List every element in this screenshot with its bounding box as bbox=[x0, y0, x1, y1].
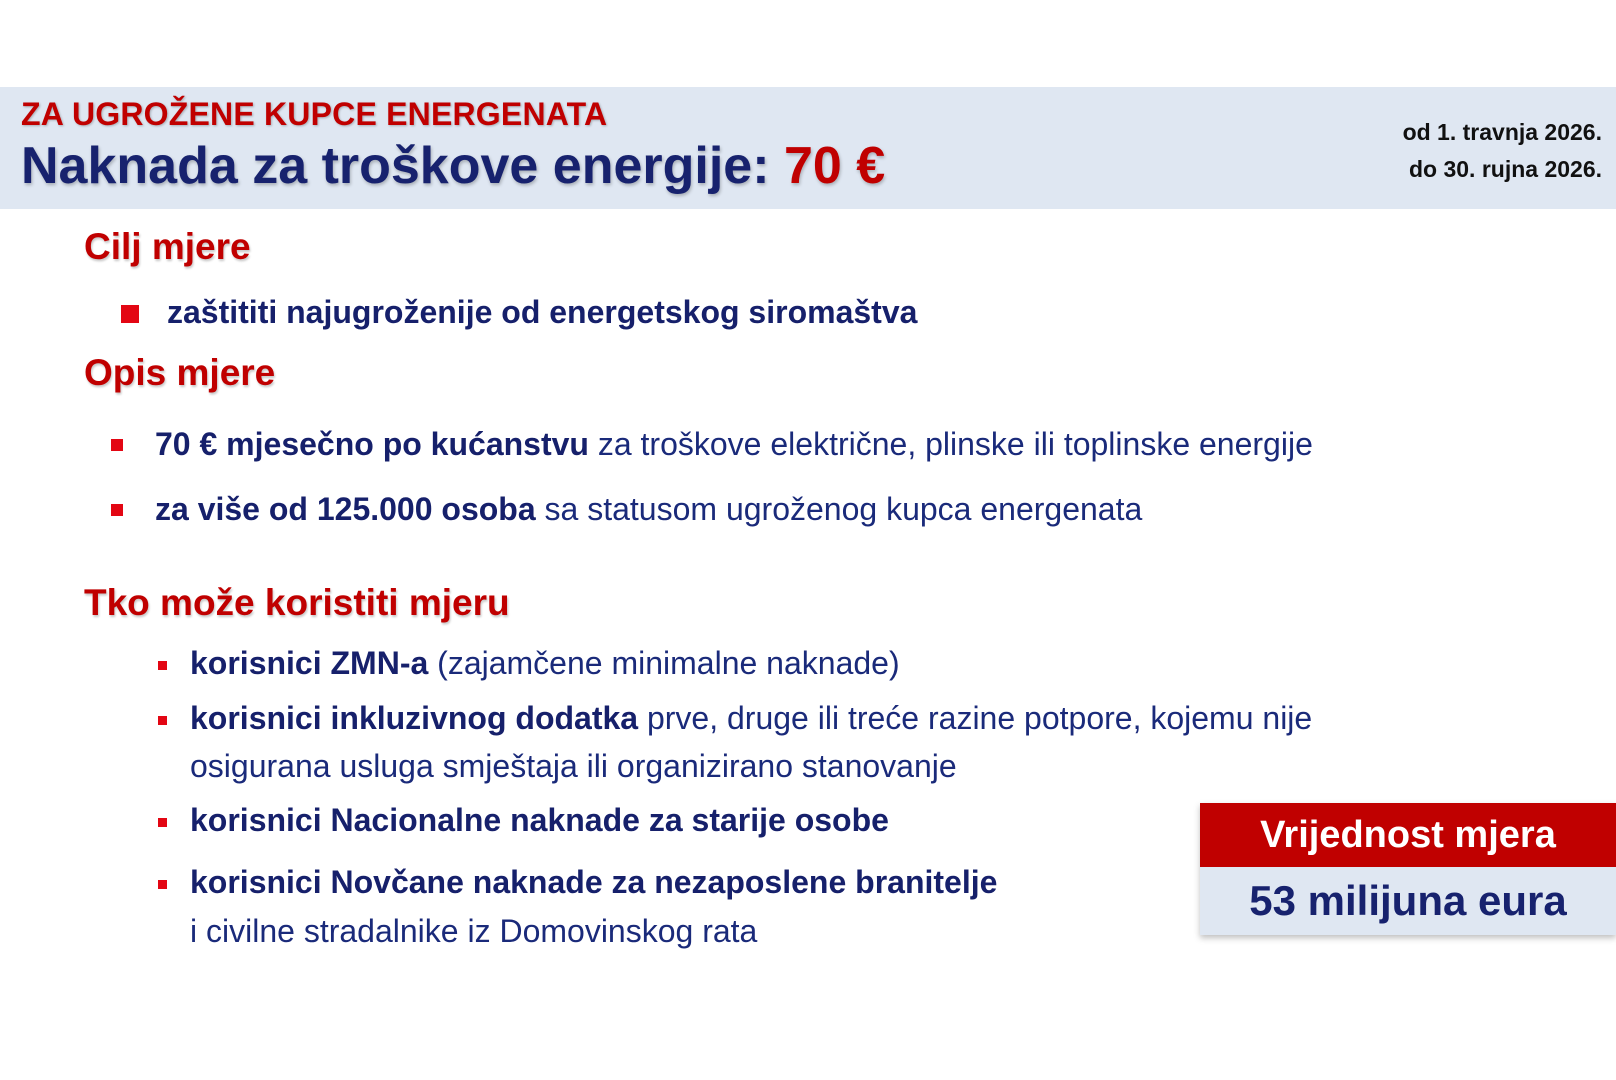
bullet-square bbox=[158, 818, 167, 827]
section-heading-goal: Cilj mjere bbox=[84, 226, 251, 267]
measure-value-box bbox=[1200, 803, 1616, 935]
bullet-square bbox=[111, 504, 123, 516]
section-heading-description: Opis mjere bbox=[84, 352, 276, 393]
header-kicker: ZA UGROŽENE KUPCE ENERGENATA bbox=[21, 96, 608, 132]
section-heading-eligible: Tko može koristiti mjeru bbox=[84, 582, 510, 623]
validity-dates bbox=[1403, 114, 1602, 188]
eligible-item bbox=[190, 645, 900, 682]
bullet-square bbox=[121, 305, 139, 323]
description-item-bold: za više od 125.000 osoba bbox=[155, 491, 536, 527]
description-item bbox=[155, 426, 1313, 463]
eligible-item-continuation: i civilne stradalnike iz Domovinskog rata bbox=[190, 913, 758, 949]
measure-value-amount: 53 milijuna eura bbox=[1200, 867, 1616, 935]
goal-item bbox=[167, 294, 917, 331]
title-text: Naknada za troškove energije: bbox=[21, 137, 770, 195]
goal-item-text: zaštititi najugroženije od energetskog siromaštva bbox=[167, 294, 918, 330]
eligible-item-bold: korisnici Nacionalne naknade za starije osobe bbox=[190, 802, 889, 838]
description-item-rest: za troškove električne, plinske ili toplinske energije bbox=[588, 426, 1313, 462]
date-to: do 30. rujna 2026. bbox=[1408, 156, 1602, 182]
description-item-rest: sa statusom ugroženog kupca energenata bbox=[535, 491, 1143, 527]
bullet-square bbox=[158, 661, 167, 670]
eligible-item bbox=[190, 802, 889, 839]
description-item-bold: 70 € mjesečno po kućanstvu bbox=[155, 426, 589, 462]
title-amount: 70 € bbox=[783, 137, 886, 195]
bullet-square bbox=[158, 716, 167, 725]
eligible-item-bold: korisnici Novčane naknade za nezaposlene branitelje bbox=[190, 864, 998, 900]
date-from: od 1. travnja 2026. bbox=[1402, 119, 1602, 145]
eligible-item-rest: (zajamčene minimalne naknade) bbox=[428, 645, 900, 681]
eligible-item-bold: korisnici ZMN-a bbox=[190, 645, 429, 681]
eligible-item-bold: korisnici inkluzivnog dodatka bbox=[190, 700, 639, 736]
bullet-square bbox=[158, 880, 167, 889]
page-title bbox=[21, 136, 885, 196]
description-item bbox=[155, 491, 1142, 528]
measure-value-label: Vrijednost mjera bbox=[1200, 803, 1616, 867]
eligible-item bbox=[190, 700, 1312, 737]
eligible-item-continuation: osigurana usluga smještaja ili organizirano stanovanje bbox=[190, 748, 957, 784]
bullet-square bbox=[111, 439, 123, 451]
eligible-item bbox=[190, 864, 997, 901]
eligible-item-rest: prve, druge ili treće razine potpore, kojemu nije bbox=[638, 700, 1313, 736]
